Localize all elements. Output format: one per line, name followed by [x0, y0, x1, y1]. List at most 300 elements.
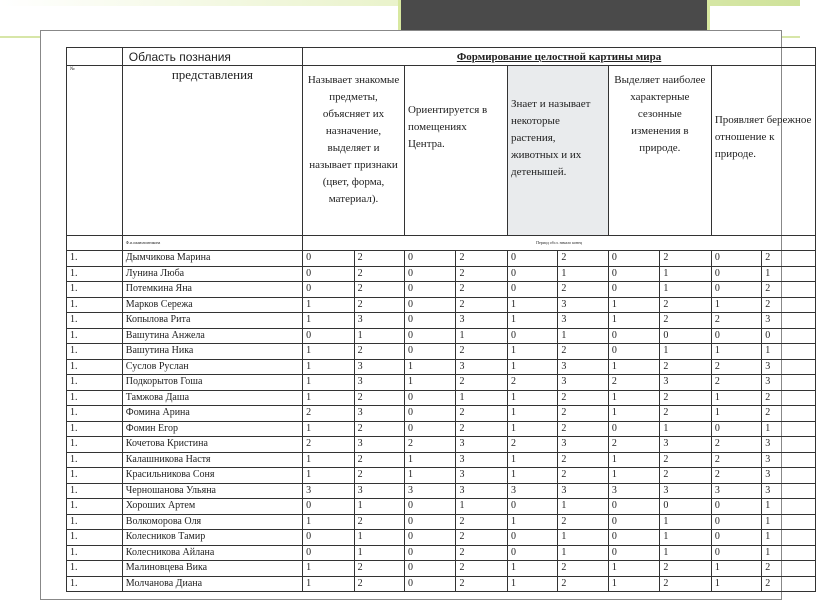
score-cell: 1	[507, 514, 557, 530]
score-cell: 1	[507, 344, 557, 360]
score-cell: 1	[456, 390, 508, 406]
row-number: 1.	[67, 266, 123, 282]
score-cell: 0	[404, 576, 456, 592]
score-cell: 2	[507, 375, 557, 391]
score-cell: 3	[558, 313, 608, 329]
score-cell: 1	[660, 545, 712, 561]
score-cell: 0	[507, 251, 557, 267]
score-cell: 0	[660, 499, 712, 515]
score-cell: 1	[507, 390, 557, 406]
score-cell: 2	[711, 313, 761, 329]
score-cell: 3	[762, 375, 816, 391]
score-cell: 3	[558, 375, 608, 391]
score-cell: 2	[711, 452, 761, 468]
score-cell: 0	[507, 328, 557, 344]
table-row	[67, 251, 816, 267]
score-cell: 3	[354, 313, 404, 329]
score-cell: 1	[507, 561, 557, 577]
row-number: 1.	[67, 406, 123, 422]
score-cell: 0	[711, 251, 761, 267]
criterion-5: Проявляет бережное отношение к природе.	[711, 66, 815, 236]
score-cell: 1	[762, 530, 816, 546]
score-cell: 0	[303, 328, 355, 344]
score-cell: 2	[711, 375, 761, 391]
table-row	[67, 468, 816, 484]
corner-cell	[67, 48, 123, 66]
score-cell: 1	[711, 576, 761, 592]
row-number: 1.	[67, 530, 123, 546]
score-cell: 0	[711, 530, 761, 546]
score-cell: 2	[558, 344, 608, 360]
score-cell: 1	[762, 344, 816, 360]
score-cell: 2	[456, 406, 508, 422]
score-cell: 2	[354, 468, 404, 484]
score-cell: 1	[404, 375, 456, 391]
score-cell: 1	[608, 359, 660, 375]
fio-label: Ф.и.ожаюлиитикона	[122, 236, 302, 251]
child-name: Дымчикова Марина	[122, 251, 302, 267]
table-row	[67, 359, 816, 375]
document-page	[40, 30, 812, 600]
score-cell: 3	[354, 375, 404, 391]
score-cell: 2	[354, 266, 404, 282]
score-cell: 0	[711, 266, 761, 282]
child-name: Волкоморова Оля	[122, 514, 302, 530]
table-row	[67, 452, 816, 468]
score-cell: 3	[404, 483, 456, 499]
score-cell: 2	[558, 390, 608, 406]
score-cell: 1	[608, 452, 660, 468]
score-cell: 2	[456, 375, 508, 391]
score-cell: 0	[404, 390, 456, 406]
score-cell: 3	[354, 359, 404, 375]
score-cell: 1	[660, 530, 712, 546]
score-cell: 0	[608, 266, 660, 282]
score-cell: 3	[456, 452, 508, 468]
score-cell: 3	[762, 483, 816, 499]
score-cell: 2	[762, 576, 816, 592]
score-cell: 3	[558, 297, 608, 313]
score-cell: 0	[303, 282, 355, 298]
score-cell: 2	[354, 452, 404, 468]
score-cell: 2	[558, 561, 608, 577]
score-cell: 2	[303, 406, 355, 422]
score-cell: 0	[762, 328, 816, 344]
table-row	[67, 499, 816, 515]
representations-label: представления	[122, 66, 302, 236]
score-cell: 1	[507, 421, 557, 437]
score-cell: 2	[456, 514, 508, 530]
score-cell: 2	[558, 406, 608, 422]
table-row	[67, 375, 816, 391]
score-cell: 1	[507, 468, 557, 484]
score-cell: 1	[303, 576, 355, 592]
score-cell: 2	[507, 437, 557, 453]
table-row	[67, 344, 816, 360]
criterion-1: Называет знакомые предметы, объясняет их назначение, выделяет и называет признаки (цвет, форма, материал).	[303, 66, 405, 236]
row-number: 1.	[67, 514, 123, 530]
score-cell: 0	[711, 545, 761, 561]
table-row	[67, 406, 816, 422]
formation-label: Формирование целостной картины мира	[303, 48, 816, 66]
score-cell: 1	[711, 344, 761, 360]
score-cell: 0	[404, 421, 456, 437]
row-number: 1.	[67, 375, 123, 391]
row-number: 1.	[67, 359, 123, 375]
score-cell: 2	[456, 297, 508, 313]
score-cell: 3	[456, 468, 508, 484]
score-cell: 2	[762, 561, 816, 577]
child-name: Тамжова Даша	[122, 390, 302, 406]
score-cell: 2	[354, 344, 404, 360]
score-cell: 1	[354, 545, 404, 561]
score-cell: 2	[456, 561, 508, 577]
score-cell: 1	[558, 545, 608, 561]
score-cell: 3	[354, 437, 404, 453]
score-cell: 1	[711, 297, 761, 313]
assessment-table	[66, 47, 816, 592]
score-cell: 0	[711, 514, 761, 530]
table-row	[67, 545, 816, 561]
score-cell: 2	[558, 452, 608, 468]
score-cell: 1	[608, 468, 660, 484]
score-cell: 3	[762, 468, 816, 484]
score-cell: 0	[507, 530, 557, 546]
score-cell: 1	[608, 313, 660, 329]
period-label: Период обсл. начало конец	[303, 236, 816, 251]
row-number: 1.	[67, 313, 123, 329]
score-cell: 2	[762, 390, 816, 406]
score-cell: 2	[354, 282, 404, 298]
row-number: 1.	[67, 576, 123, 592]
table-row	[67, 313, 816, 329]
score-cell: 1	[354, 499, 404, 515]
score-cell: 1	[354, 328, 404, 344]
score-cell: 2	[456, 251, 508, 267]
score-cell: 2	[660, 313, 712, 329]
score-cell: 0	[608, 514, 660, 530]
score-cell: 1	[303, 468, 355, 484]
child-name: Калашникова Настя	[122, 452, 302, 468]
score-cell: 0	[303, 545, 355, 561]
score-cell: 2	[762, 297, 816, 313]
score-cell: 0	[711, 499, 761, 515]
score-cell: 2	[558, 468, 608, 484]
blank-cell	[67, 236, 123, 251]
table-row	[67, 514, 816, 530]
score-cell: 2	[558, 421, 608, 437]
score-cell: 1	[608, 406, 660, 422]
child-name: Суслов Руслан	[122, 359, 302, 375]
score-cell: 0	[404, 251, 456, 267]
child-name: Черношанова Ульяна	[122, 483, 302, 499]
row-number: 1.	[67, 297, 123, 313]
score-cell: 2	[608, 437, 660, 453]
score-cell: 2	[456, 530, 508, 546]
score-cell: 1	[404, 452, 456, 468]
child-name: Хороших Артем	[122, 499, 302, 515]
score-cell: 3	[456, 359, 508, 375]
score-cell: 2	[354, 297, 404, 313]
row-number: 1.	[67, 390, 123, 406]
child-name: Колесников Тамир	[122, 530, 302, 546]
score-cell: 3	[762, 452, 816, 468]
score-cell: 2	[762, 251, 816, 267]
child-name: Вашутина Анжела	[122, 328, 302, 344]
score-cell: 1	[303, 359, 355, 375]
score-cell: 1	[507, 452, 557, 468]
criterion-3: Знает и называет некоторые растения, животных и их детенышей.	[507, 66, 608, 236]
score-cell: 1	[303, 561, 355, 577]
score-cell: 0	[404, 297, 456, 313]
criterion-2: Ориентируется в помещениях Центра.	[404, 66, 507, 236]
table-row	[67, 421, 816, 437]
score-cell: 1	[456, 328, 508, 344]
child-name: Кочетова Кристина	[122, 437, 302, 453]
row-number: 1.	[67, 468, 123, 484]
score-cell: 2	[660, 468, 712, 484]
score-cell: 1	[608, 561, 660, 577]
score-cell: 2	[711, 437, 761, 453]
table-row	[67, 530, 816, 546]
score-cell: 1	[558, 530, 608, 546]
score-cell: 3	[762, 359, 816, 375]
score-cell: 0	[404, 561, 456, 577]
score-cell: 0	[608, 251, 660, 267]
score-cell: 2	[354, 514, 404, 530]
row-number: 1.	[67, 545, 123, 561]
child-name: Красильникова Соня	[122, 468, 302, 484]
score-cell: 0	[608, 344, 660, 360]
score-cell: 0	[608, 530, 660, 546]
score-cell: 0	[303, 530, 355, 546]
score-cell: 0	[711, 421, 761, 437]
score-cell: 3	[456, 483, 508, 499]
score-cell: 0	[303, 499, 355, 515]
child-name: Малиновцева Вика	[122, 561, 302, 577]
score-cell: 1	[762, 499, 816, 515]
score-cell: 0	[303, 266, 355, 282]
score-cell: 1	[711, 561, 761, 577]
score-cell: 3	[608, 483, 660, 499]
score-cell: 1	[507, 313, 557, 329]
table-row	[67, 297, 816, 313]
score-cell: 2	[558, 282, 608, 298]
score-cell: 2	[660, 406, 712, 422]
score-cell: 2	[303, 437, 355, 453]
table-row	[67, 328, 816, 344]
score-cell: 2	[660, 561, 712, 577]
score-cell: 2	[354, 561, 404, 577]
row-number: 1.	[67, 561, 123, 577]
score-cell: 1	[608, 390, 660, 406]
row-number: 1.	[67, 328, 123, 344]
score-cell: 1	[660, 282, 712, 298]
child-name: Вашутина Ника	[122, 344, 302, 360]
score-cell: 3	[558, 359, 608, 375]
score-cell: 2	[456, 266, 508, 282]
score-cell: 2	[354, 576, 404, 592]
row-number: 1.	[67, 251, 123, 267]
score-cell: 2	[456, 344, 508, 360]
score-cell: 0	[303, 251, 355, 267]
score-cell: 2	[354, 421, 404, 437]
score-cell: 2	[456, 421, 508, 437]
child-name: Копылова Рита	[122, 313, 302, 329]
child-name: Колесникова Айлана	[122, 545, 302, 561]
table-row	[67, 282, 816, 298]
table-row	[67, 576, 816, 592]
table-row	[67, 483, 816, 499]
score-cell: 2	[711, 468, 761, 484]
child-name: Фомина Арина	[122, 406, 302, 422]
header-row-3	[67, 236, 816, 251]
row-number: 1.	[67, 499, 123, 515]
header-row-2	[67, 66, 816, 236]
score-cell: 2	[456, 545, 508, 561]
score-cell: 0	[608, 499, 660, 515]
table-row	[67, 561, 816, 577]
score-cell: 0	[711, 328, 761, 344]
row-number: 1.	[67, 483, 123, 499]
score-cell: 2	[660, 251, 712, 267]
header-row-1	[67, 48, 816, 66]
score-cell: 1	[660, 421, 712, 437]
score-cell: 3	[711, 483, 761, 499]
score-cell: 3	[456, 313, 508, 329]
score-cell: 2	[762, 282, 816, 298]
score-cell: 0	[404, 313, 456, 329]
row-number: 1.	[67, 421, 123, 437]
score-cell: 0	[608, 282, 660, 298]
score-cell: 1	[660, 514, 712, 530]
score-cell: 2	[608, 375, 660, 391]
score-cell: 0	[404, 499, 456, 515]
score-cell: 0	[711, 282, 761, 298]
score-cell: 0	[507, 499, 557, 515]
score-cell: 0	[404, 514, 456, 530]
score-cell: 2	[762, 406, 816, 422]
score-cell: 0	[608, 545, 660, 561]
score-cell: 0	[660, 328, 712, 344]
score-cell: 3	[507, 483, 557, 499]
score-cell: 1	[404, 468, 456, 484]
score-cell: 1	[456, 499, 508, 515]
child-name: Фомин Егор	[122, 421, 302, 437]
child-name: Молчанова Диана	[122, 576, 302, 592]
score-cell: 1	[558, 499, 608, 515]
score-cell: 1	[711, 390, 761, 406]
score-cell: 3	[354, 483, 404, 499]
row-number: 1.	[67, 344, 123, 360]
score-cell: 3	[762, 437, 816, 453]
score-cell: 1	[303, 313, 355, 329]
score-cell: 1	[507, 406, 557, 422]
score-cell: 3	[660, 483, 712, 499]
score-cell: 2	[660, 390, 712, 406]
child-name: Лунина Люба	[122, 266, 302, 282]
score-cell: 1	[303, 297, 355, 313]
score-cell: 2	[558, 576, 608, 592]
score-cell: 1	[608, 576, 660, 592]
score-cell: 1	[558, 266, 608, 282]
score-cell: 1	[608, 297, 660, 313]
score-cell: 0	[404, 406, 456, 422]
score-cell: 2	[558, 251, 608, 267]
score-cell: 1	[303, 421, 355, 437]
child-name: Потемкина Яна	[122, 282, 302, 298]
score-cell: 0	[608, 328, 660, 344]
score-cell: 1	[507, 359, 557, 375]
row-number: 1.	[67, 282, 123, 298]
score-cell: 2	[660, 576, 712, 592]
number-col-label: №	[67, 66, 123, 236]
score-cell: 1	[762, 514, 816, 530]
score-cell: 0	[404, 545, 456, 561]
score-cell: 1	[762, 545, 816, 561]
score-cell: 2	[660, 359, 712, 375]
score-cell: 3	[303, 483, 355, 499]
score-cell: 1	[558, 328, 608, 344]
score-cell: 0	[404, 328, 456, 344]
score-cell: 2	[354, 390, 404, 406]
score-cell: 1	[660, 344, 712, 360]
child-name: Марков Сережа	[122, 297, 302, 313]
criterion-4: Выделяет наиболее характерные сезонные изменения в природе.	[608, 66, 711, 236]
table-row	[67, 266, 816, 282]
table-row	[67, 390, 816, 406]
score-cell: 0	[507, 282, 557, 298]
score-cell: 2	[558, 514, 608, 530]
score-cell: 0	[608, 421, 660, 437]
score-cell: 3	[660, 375, 712, 391]
score-cell: 2	[660, 297, 712, 313]
score-cell: 1	[404, 359, 456, 375]
score-cell: 0	[507, 266, 557, 282]
score-cell: 1	[660, 266, 712, 282]
area-label: Область познания	[122, 48, 302, 66]
score-cell: 0	[404, 530, 456, 546]
score-cell: 3	[558, 437, 608, 453]
score-cell: 3	[762, 313, 816, 329]
score-cell: 3	[660, 437, 712, 453]
score-cell: 2	[404, 437, 456, 453]
score-cell: 3	[558, 483, 608, 499]
score-cell: 2	[456, 282, 508, 298]
score-cell: 0	[507, 545, 557, 561]
row-number: 1.	[67, 437, 123, 453]
child-name: Подкорытов Гоша	[122, 375, 302, 391]
score-cell: 1	[303, 344, 355, 360]
table-row	[67, 437, 816, 453]
score-cell: 1	[711, 406, 761, 422]
score-cell: 1	[303, 452, 355, 468]
score-cell: 1	[507, 576, 557, 592]
score-cell: 1	[762, 266, 816, 282]
score-cell: 1	[303, 390, 355, 406]
score-cell: 0	[404, 344, 456, 360]
score-cell: 1	[354, 530, 404, 546]
score-cell: 1	[303, 375, 355, 391]
score-cell: 3	[354, 406, 404, 422]
score-cell: 2	[456, 576, 508, 592]
score-cell: 3	[456, 437, 508, 453]
score-cell: 2	[660, 452, 712, 468]
score-cell: 1	[762, 421, 816, 437]
score-cell: 2	[354, 251, 404, 267]
score-cell: 1	[303, 514, 355, 530]
score-cell: 0	[404, 282, 456, 298]
